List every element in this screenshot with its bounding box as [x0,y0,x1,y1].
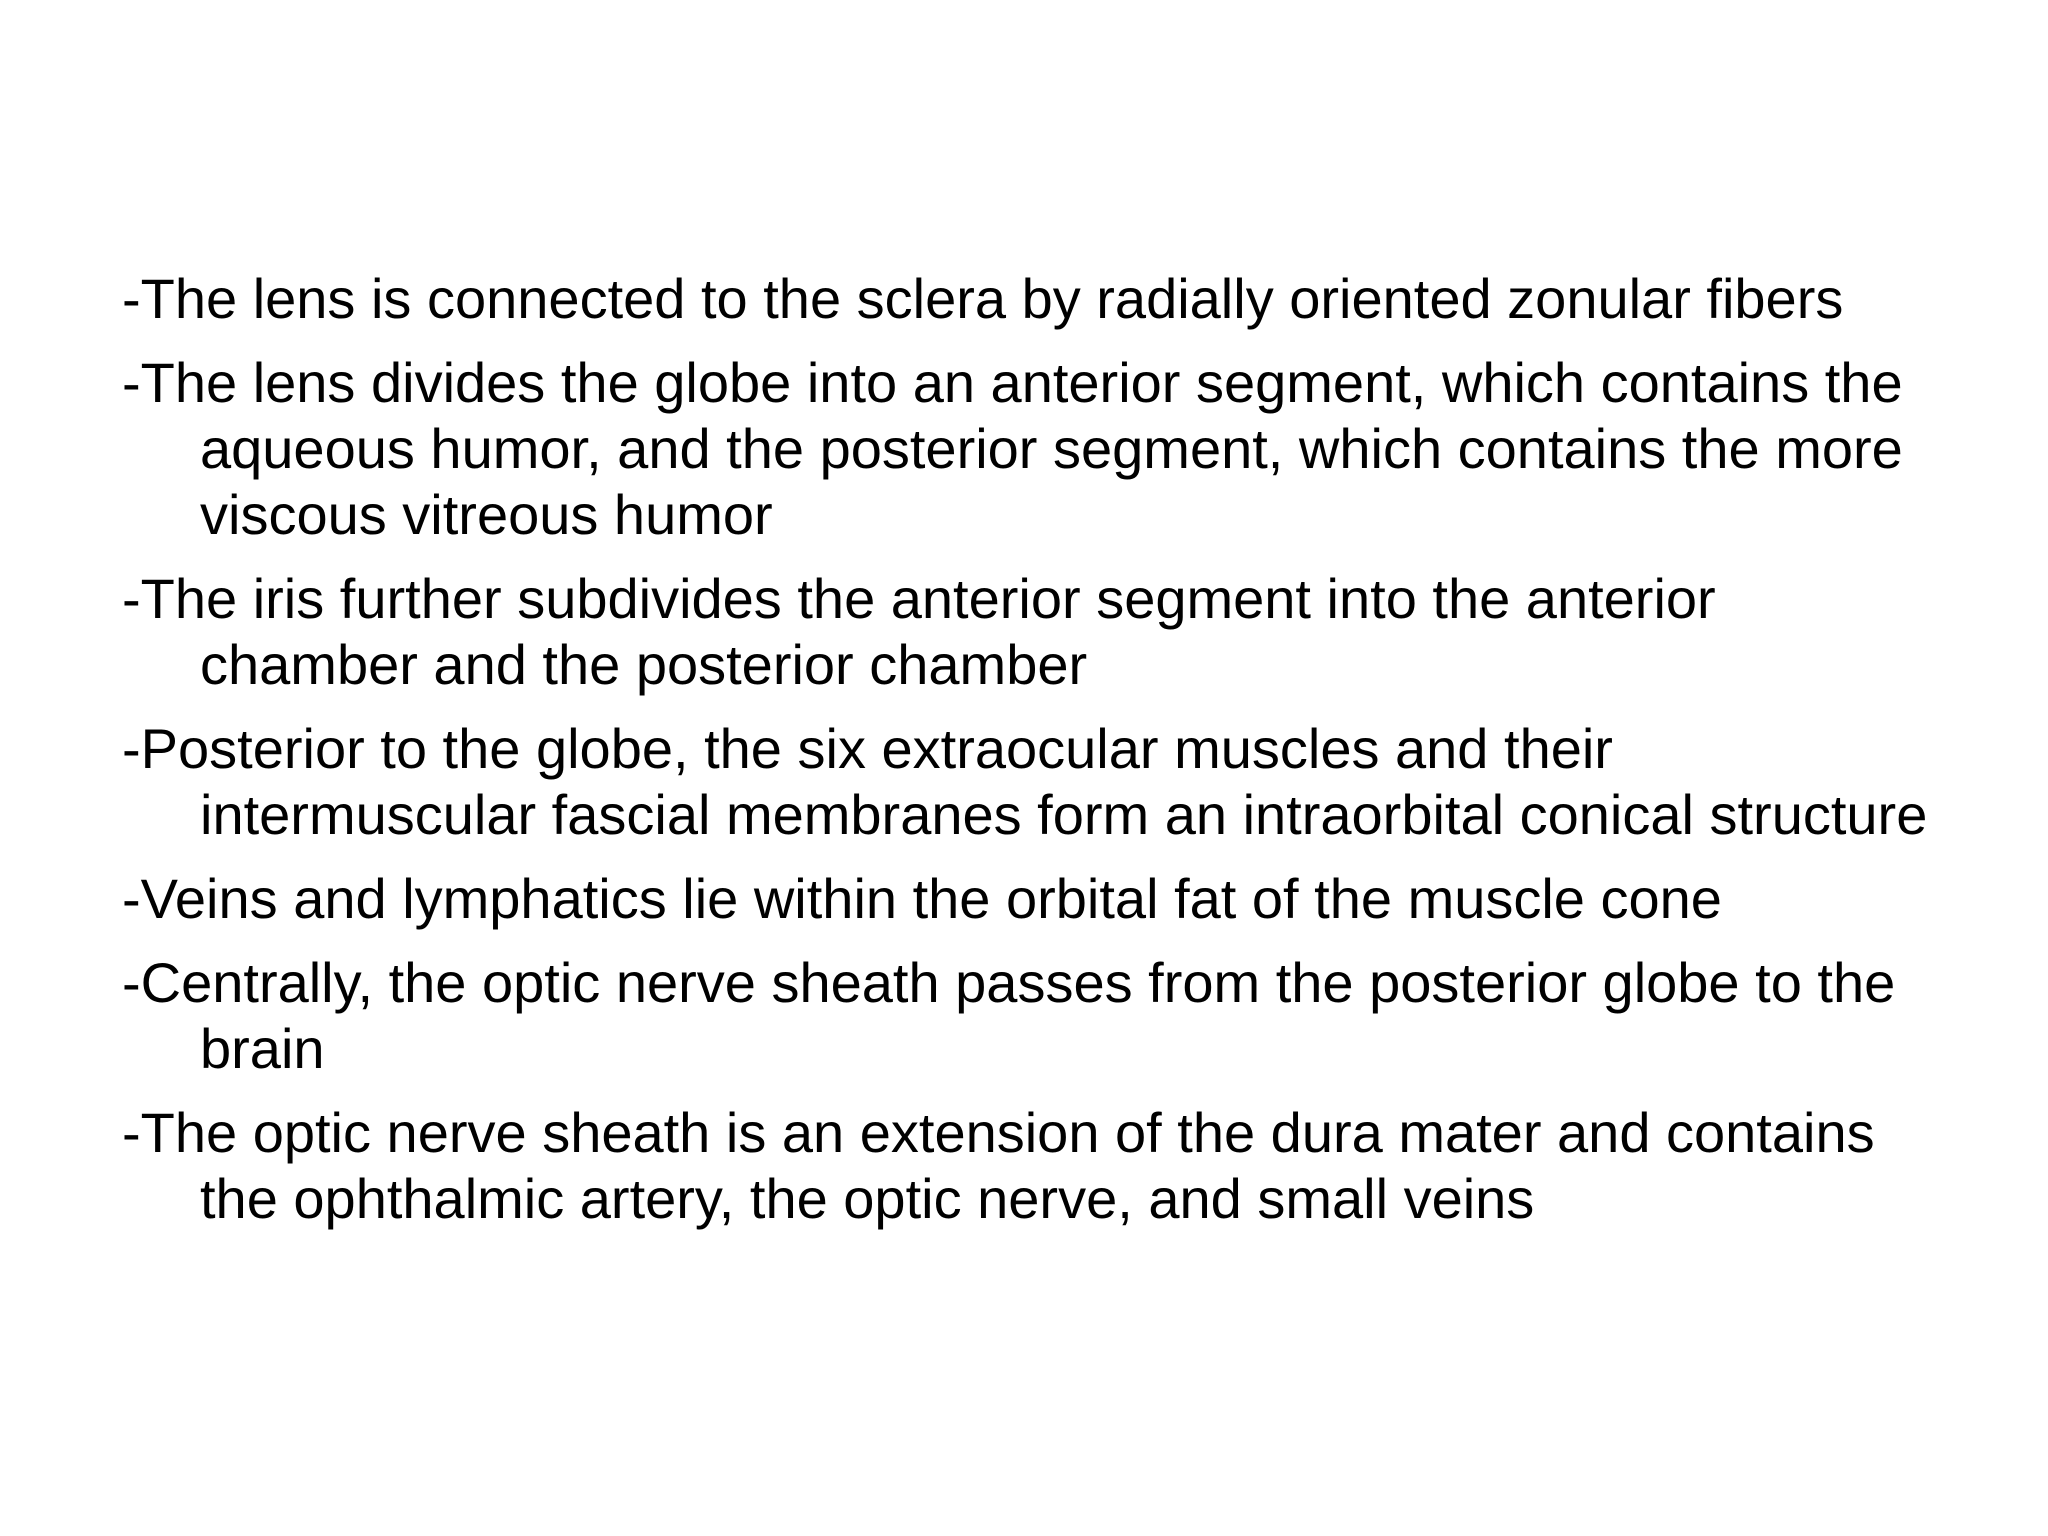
bullet-item: -The optic nerve sheath is an extension of the dura mater and contains the ophthalmic artery, the optic nerve, and small veins [122,1101,1875,1230]
bullet-item: -The lens is connected to the sclera by radially oriented zonular fibers [122,267,1844,330]
bullet-item: -Veins and lymphatics lie within the orbital fat of the muscle cone [122,867,1722,930]
bullet-list [122,266,1942,1250]
bullet-item: -The lens divides the globe into an anterior segment, which contains the aqueous humor, and the posterior segment, which contains the more viscous vitreous humor [122,351,1903,546]
bullet-item: -The iris further subdivides the anterior segment into the anterior chamber and the posterior chamber [122,567,1716,696]
bullet-item: -Posterior to the globe, the six extraocular muscles and their intermuscular fascial membranes form an intraorbital conical structure [122,717,1928,846]
bullet-item: -Centrally, the optic nerve sheath passes from the posterior globe to the brain [122,951,1896,1080]
